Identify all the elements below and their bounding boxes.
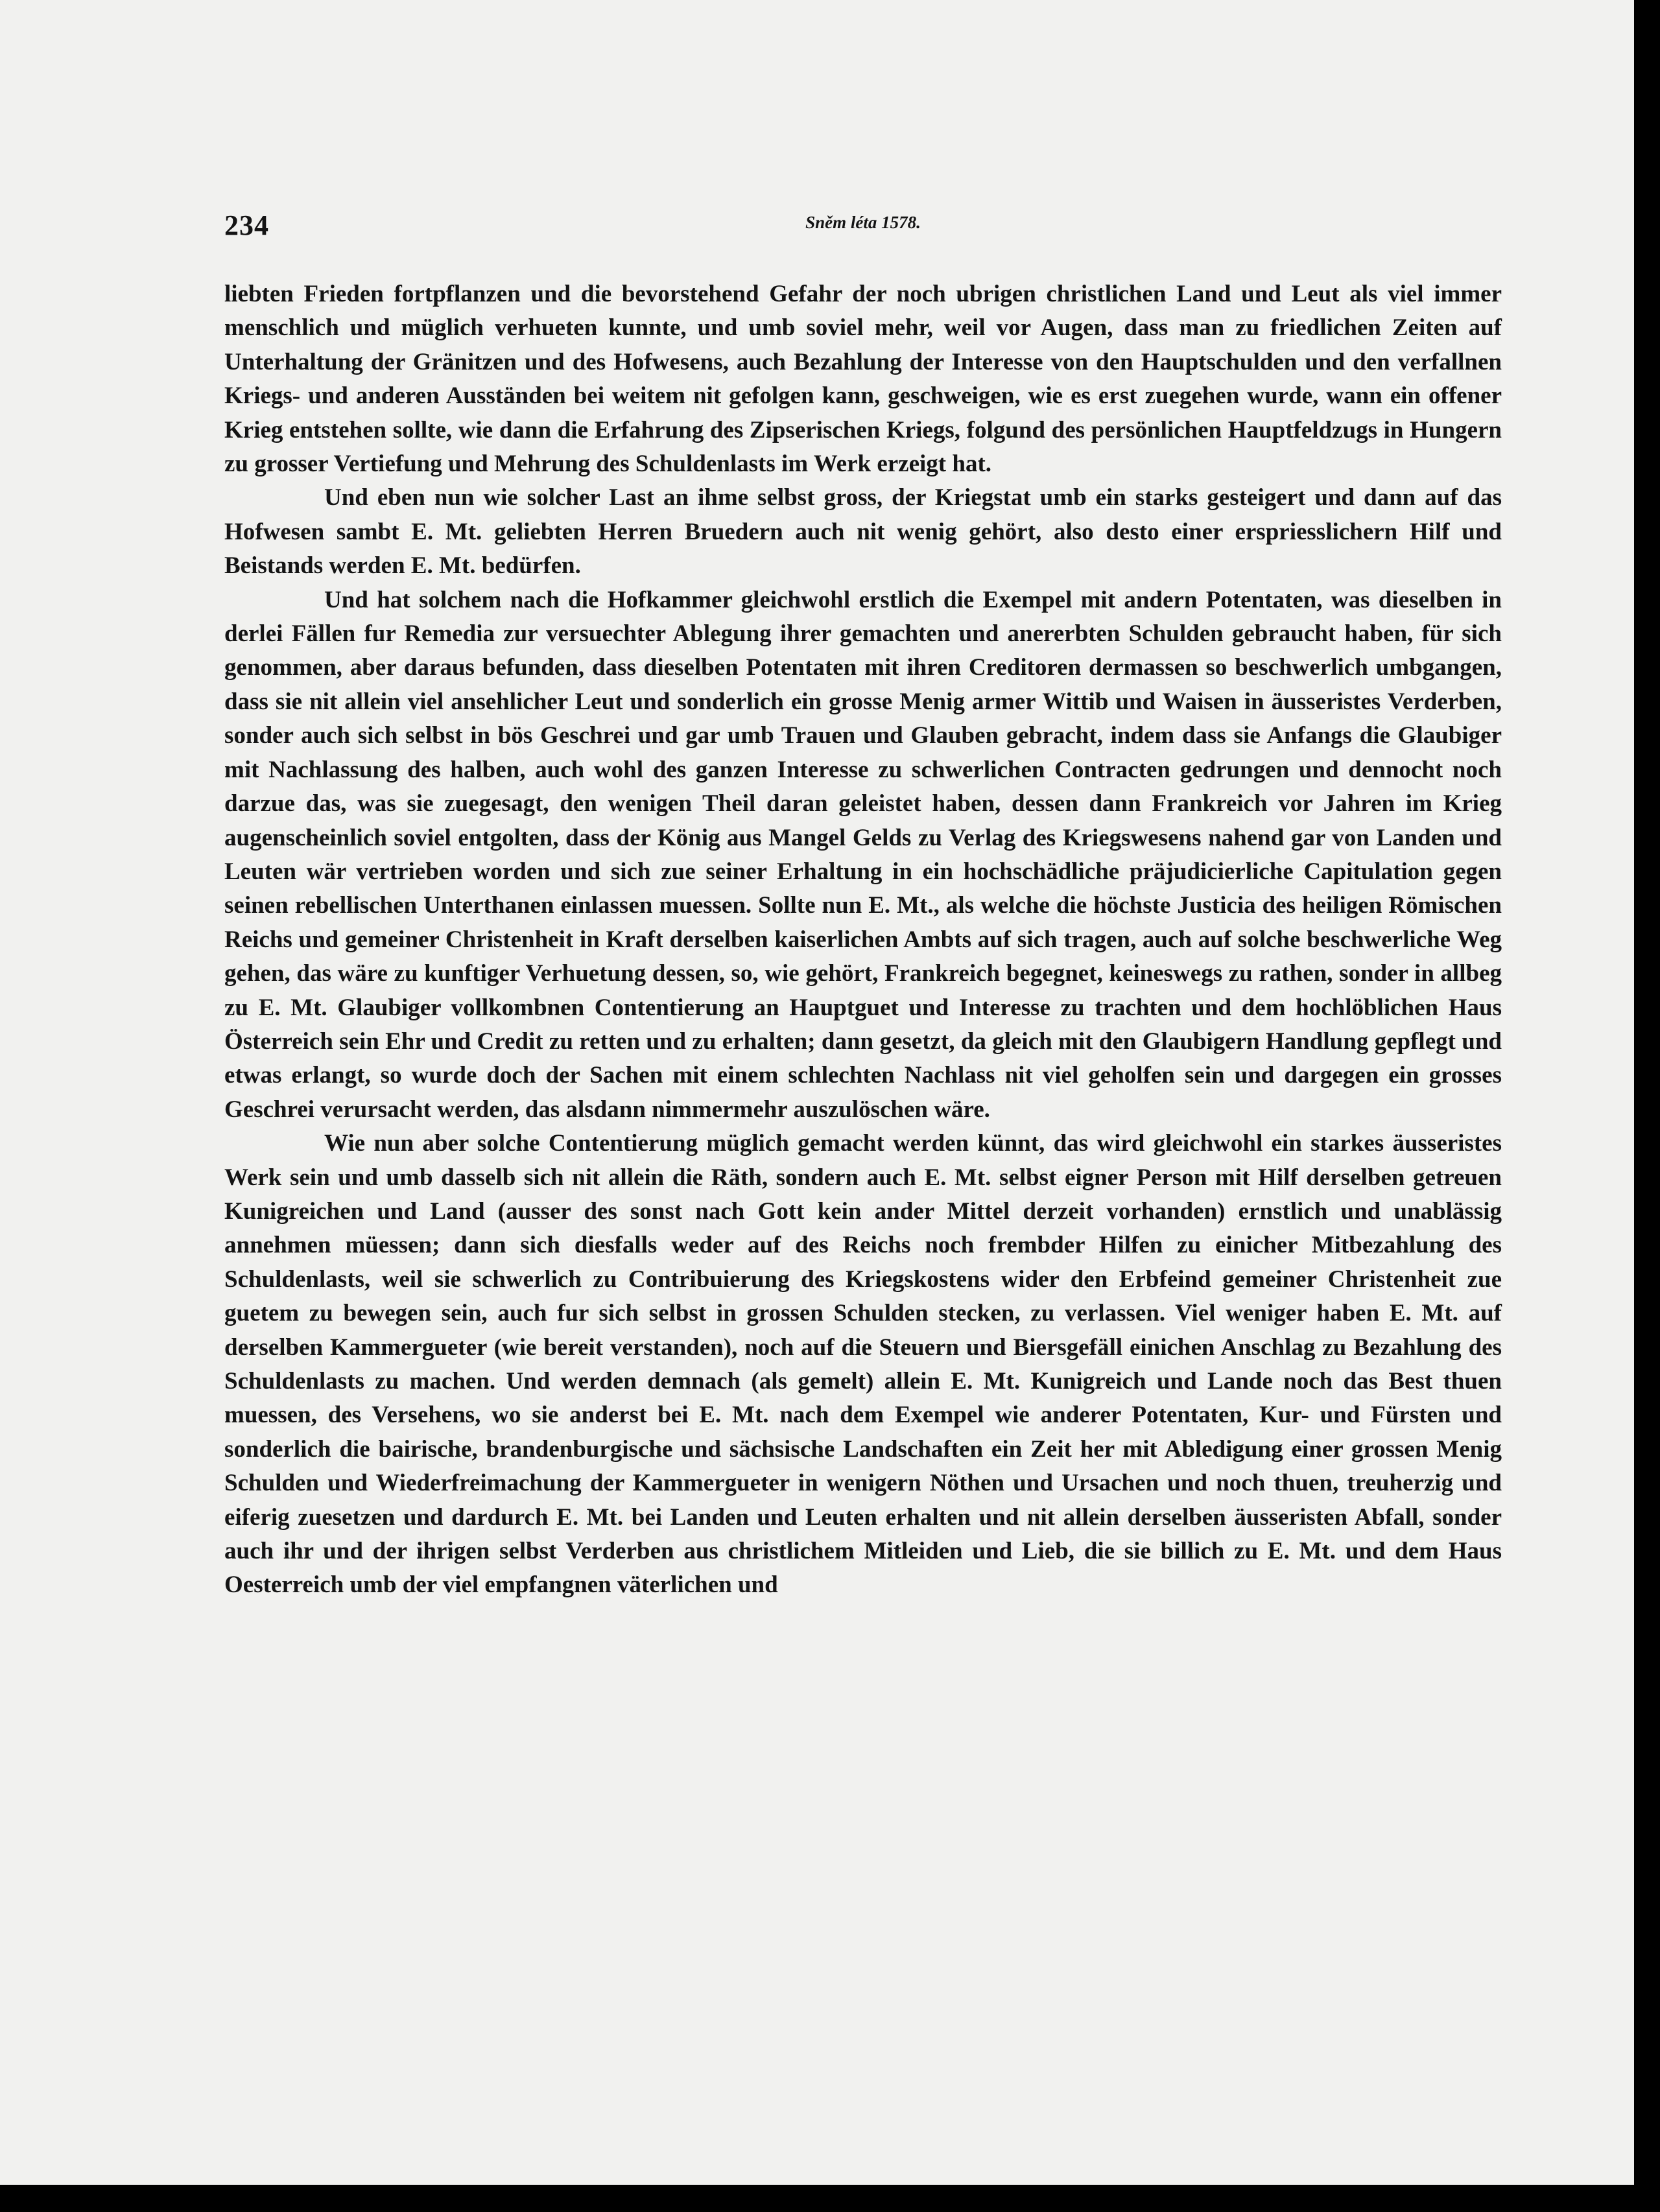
running-title: Sněm léta 1578.	[805, 213, 921, 232]
page-header	[224, 209, 1502, 248]
page-number: 234	[224, 209, 269, 241]
paragraph-continued: liebten Frieden fortpflanzen und die bevorstehend Gefahr der noch ubrigen christlichen Land und Leut als viel immer menschlich und müglich verhueten kunnte, und umb soviel mehr, weil vor Augen, dass man zu friedlichen Zeiten auf Unterhaltung der Gränitzen und des Hofwesens, auch Bezahlung der Interesse von den Hauptschulden und den verfallnen Kriegs- und anderen Ausständen bei weitem nit gefolgen kann, geschweigen, wie es erst zuegehen wurde, wann ein offener Krieg entstehen sollte, wie dann die Erfahrung des Zipserischen Kriegs, folgund des persönlichen Hauptfeldzugs in Hungern zu grosser Vertiefung und Mehrung des Schuldenlasts im Werk erzeigt hat.	[224, 281, 1502, 478]
body-text	[224, 277, 1502, 1603]
paragraph: Und hat solchem nach die Hofkammer gleichwohl erstlich die Exempel mit andern Potentaten, was dieselben in derlei Fällen fur Remedia zur versuechter Ablegung ihrer gemachten und anererbten Schulden gebraucht haben, für sich genommen, aber daraus befunden, dass dieselben Potentaten mit ihren Creditoren dermassen so beschwerlich umbgangen, dass sie nit allein viel ansehlicher Leut und sonderlich ein grosse Menig armer Wittib und Waisen in äusseristes Verderben, sonder auch sich selbst in bös Geschrei und gar umb Trauen und Glauben gebracht, indem dass sie Anfangs die Glaubiger mit Nachlassung des halben, auch wohl des ganzen Interesse zu schwerlichen Contracten gedrungen und dennocht noch darzue das, was sie zuegesagt, den wenigen Theil daran geleistet haben, dessen dann Frankreich vor Jahren im Krieg augenscheinlich soviel entgolten, dass der König aus Mangel Gelds zu Verlag des Kriegswesens nahend gar von Landen und Leuten wär vertrieben worden und sich zue seiner Erhaltung in ein hochschädliche präjudicierliche Capitulation gegen seinen rebellischen Unterthanen einlassen muessen. Sollte nun E. Mt., als welche die höchste Justicia des heiligen Römischen Reichs und gemeiner Christenheit in Kraft derselben kaiserlichen Ambts auf sich tragen, auch auf solche beschwerliche Weg gehen, das wäre zu kunftiger Verhuetung dessen, so, wie gehört, Frankreich begegnet, keineswegs zu rathen, sonder in allbeg zu E. Mt. Glaubiger vollkombnen Contentierung an Hauptguet und Interesse zu trachten und dem hochlöblichen Haus Österreich sein Ehr und Credit zu retten und zu erhalten; dann gesetzt, da gleich mit den Glaubigern Handlung gepflegt und etwas erlangt, so wurde doch der Sachen mit einem schlechten Nachlass nit viel geholfen sein und dargegen ein grosses Geschrei verursacht werden, das alsdann nimmermehr auszulöschen wäre.	[224, 586, 1502, 1123]
paragraph: Wie nun aber solche Contentierung müglich gemacht werden künnt, das wird gleichwohl ein starkes äusseristes Werk sein und umb dasselb sich nit allein die Räth, sondern auch E. Mt. selbst eigner Person mit Hilf derselben getreuen Kunigreichen und Land (ausser des sonst nach Gott kein ander Mittel derzeit vorhanden) ernstlich und unablässig annehmen müessen; dann sich diesfalls weder auf des Reichs noch frembder Hilfen zu einicher Mitbezahlung des Schuldenlasts, weil sie schwerlich zu Contribuierung des Kriegskostens wider den Erbfeind gemeiner Christenheit zue guetem zu bewegen sein, auch fur sich selbst in grossen Schulden stecken, zu verlassen. Viel weniger haben E. Mt. auf derselben Kammergueter (wie bereit verstanden), noch auf die Steuern und Biersgefäll einichen Anschlag zu Bezahlung des Schuldenlasts zu machen. Und werden demnach (als gemelt) allein E. Mt. Kunigreich und Lande noch das Best thuen muessen, des Versehens, wo sie anderst bei E. Mt. nach dem Exempel wie anderer Potentaten, Kur- und Fürsten und sonderlich die bairische, brandenburgische und sächsische Landschaften ein Zeit her mit Abledigung einer grossen Menig Schulden und Wiederfreimachung der Kammergueter in wenigern Nöthen und Ursachen und noch thuen, treuherzig und eiferig zuesetzen und dardurch E. Mt. bei Landen und Leuten erhalten und nit allein derselben äusseristen Abfall, sonder auch ihr und der ihrigen selbst Verderben aus christlichem Mitleiden und Lieb, die sie billich zu E. Mt. und dem Haus Oesterreich umb der viel empfangnen väterlichen und	[224, 1130, 1502, 1599]
paragraph: Und eben nun wie solcher Last an ihme selbst gross, der Kriegstat umb ein starks gesteigert und dann auf das Hofwesen sambt E. Mt. geliebten Herren Bruedern auch nit wenig gehört, also desto einer erspriesslichern Hilf und Beistands werden E. Mt. bedürfen.	[224, 484, 1502, 580]
